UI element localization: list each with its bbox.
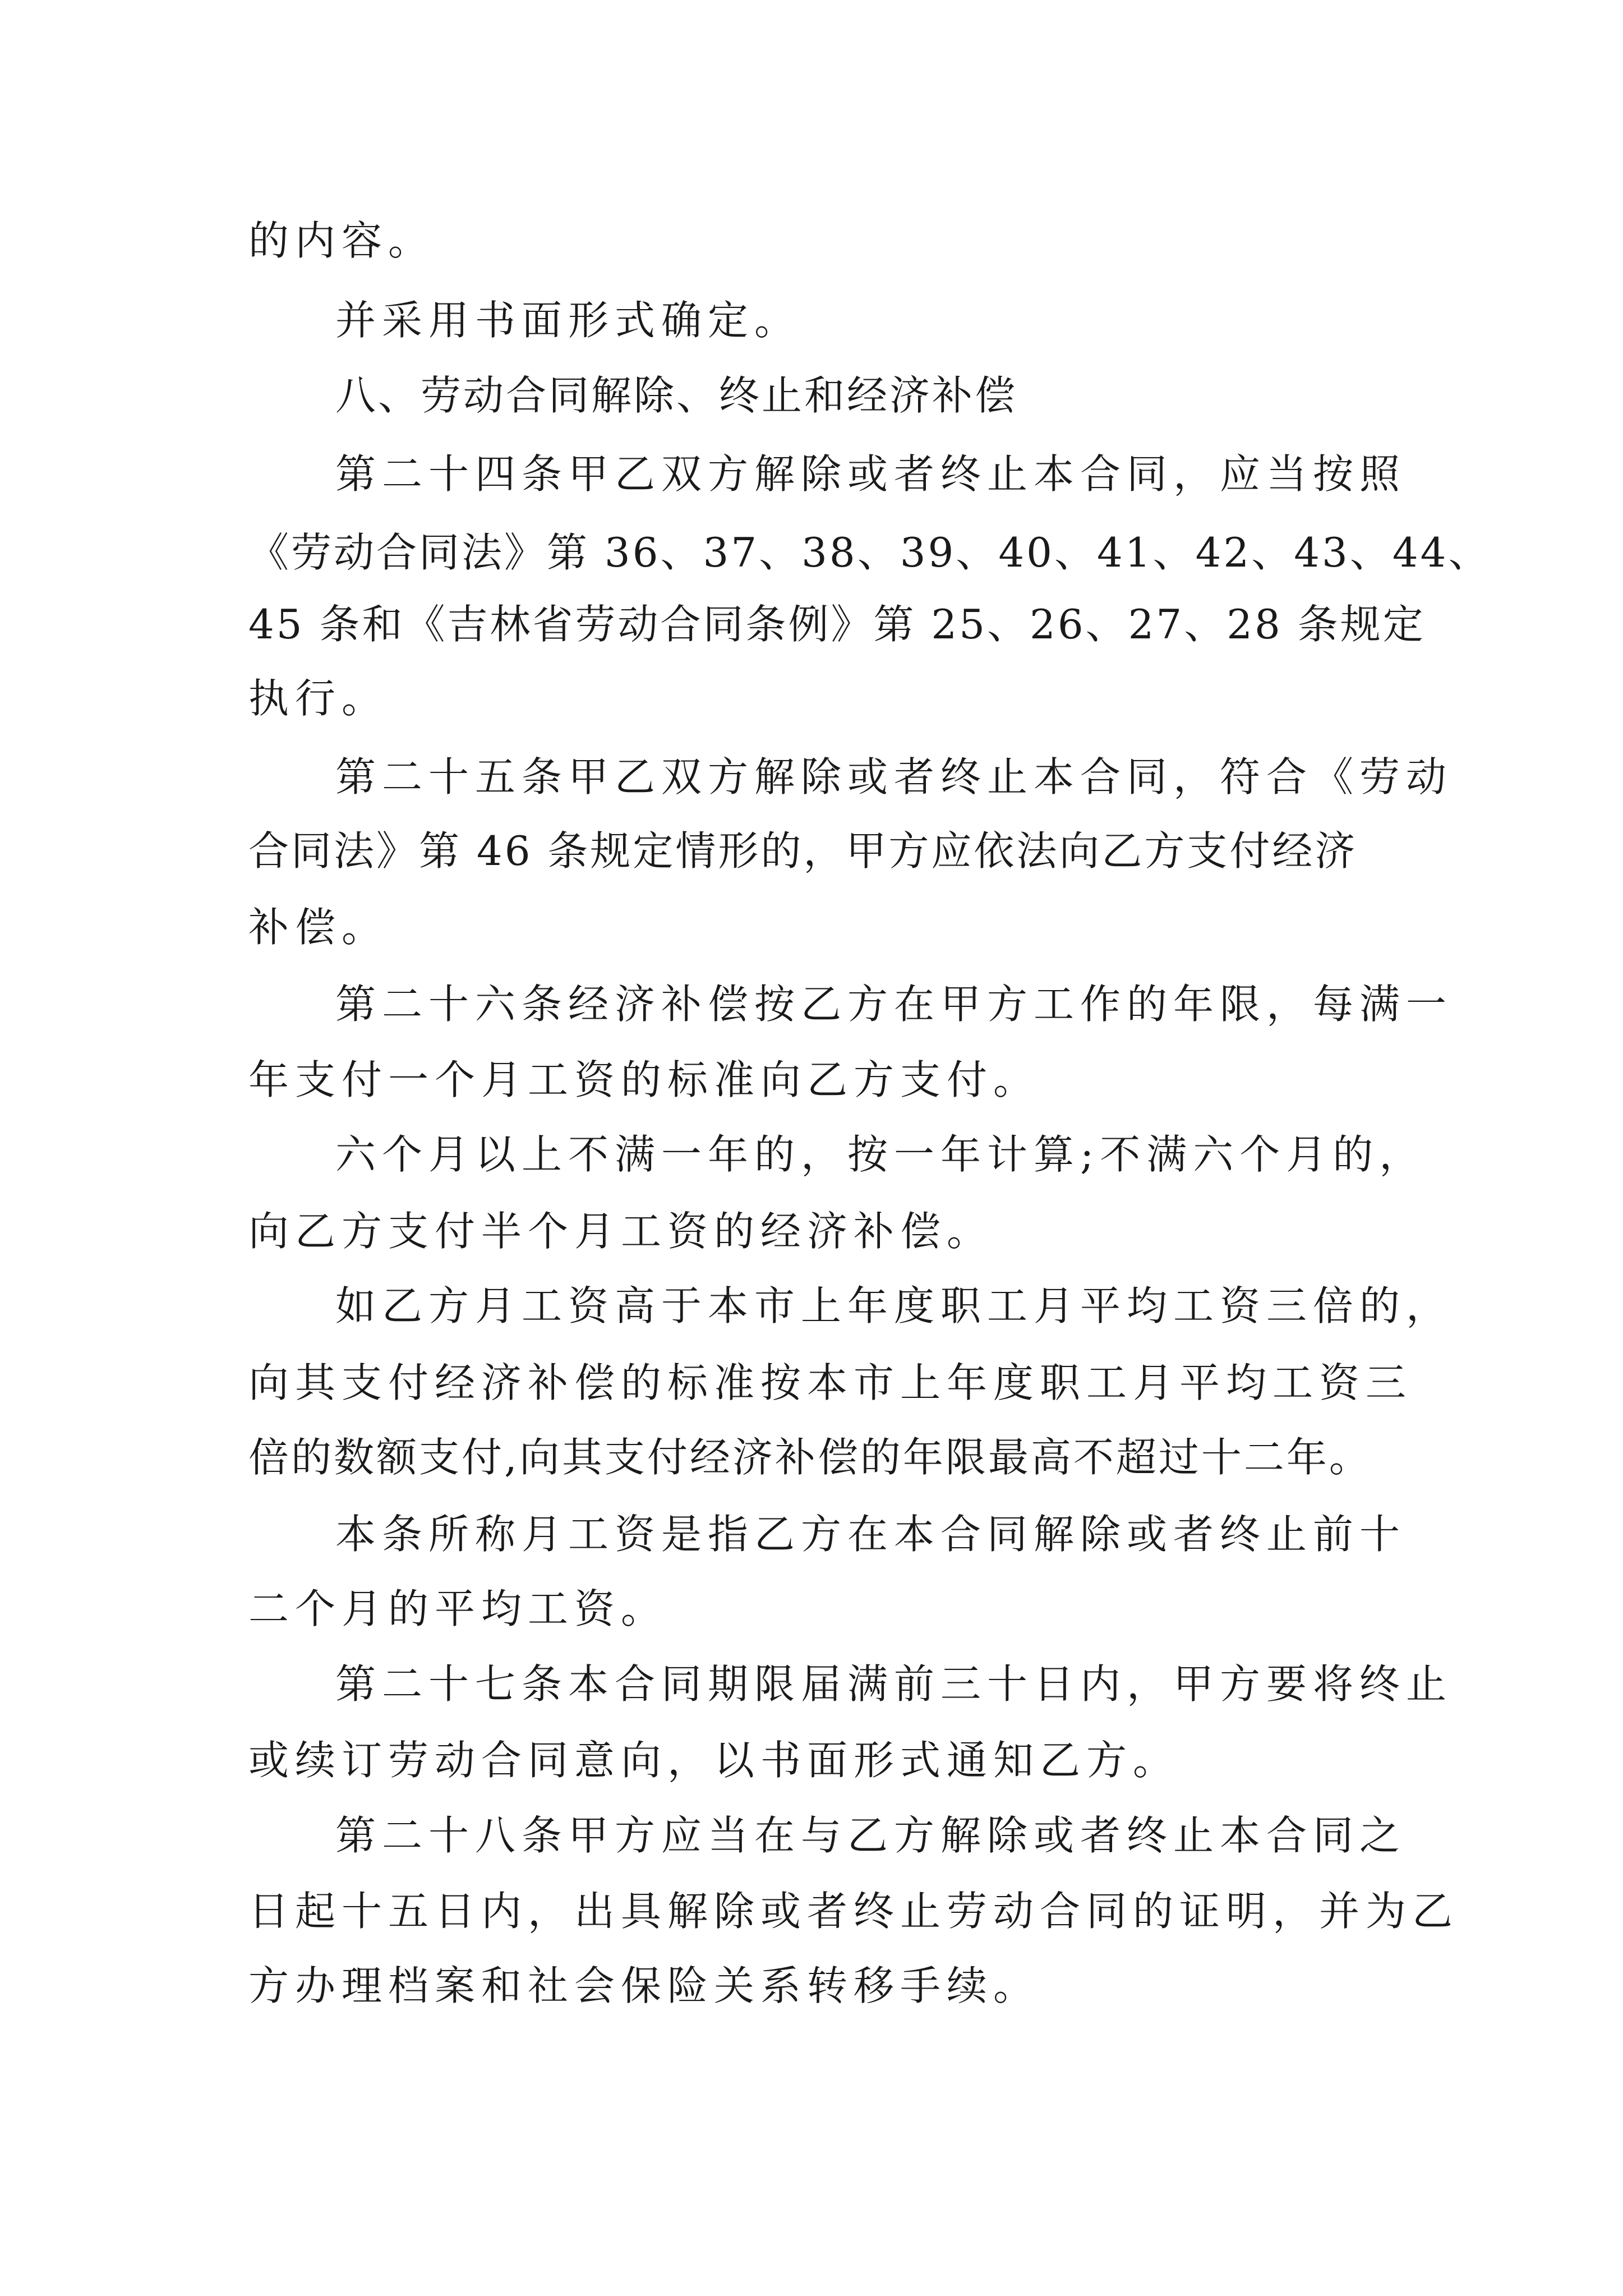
- text-line: 如乙方月工资高于本市上年度职工月平均工资三倍的，: [335, 1282, 1453, 1329]
- text-line: 向其支付经济补偿的标准按本市上年度职工月平均工资三: [248, 1359, 1413, 1406]
- text-line: 第二十七条本合同期限届满前三十日内，甲方要将终止: [335, 1660, 1453, 1708]
- text-line: 倍的数额支付,向其支付经济补偿的年限最高不超过十二年。: [248, 1434, 1372, 1481]
- text-line: 第二十六条经济补偿按乙方在甲方工作的年限，每满一: [335, 981, 1453, 1028]
- text-line: 日起十五日内，出具解除或者终止劳动合同的证明，并为乙: [248, 1888, 1459, 1935]
- text-line: 方办理档案和社会保险关系转移手续。: [248, 1962, 1040, 2009]
- text-line: 二个月的平均工资。: [248, 1585, 668, 1632]
- text-line: 补偿。: [248, 904, 389, 951]
- text-line: 年支付一个月工资的标准向乙方支付。: [248, 1056, 1040, 1103]
- text-line: 《劳动合同法》第 36、37、38、39、40、41、42、43、44、: [248, 529, 1491, 576]
- text-line: 第二十五条甲乙双方解除或者终止本合同，符合《劳动: [335, 753, 1453, 800]
- text-line: 或续订劳动合同意向，以书面形式通知乙方。: [248, 1737, 1180, 1784]
- text-line: 合同法》第 46 条规定情形的，甲方应依法向乙方支付经济: [248, 827, 1358, 875]
- text-line: 向乙方支付半个月工资的经济补偿。: [248, 1208, 994, 1255]
- text-line: 的内容。: [248, 217, 435, 264]
- text-line: 本条所称月工资是指乙方在本合同解除或者终止前十: [335, 1511, 1407, 1558]
- section-heading: 八、劳动合同解除、终止和经济补偿: [335, 372, 1018, 419]
- text-line: 第二十八条甲方应当在与乙方解除或者终止本合同之: [335, 1812, 1407, 1859]
- text-line: 六个月以上不满一年的，按一年计算;不满六个月的，: [335, 1131, 1426, 1178]
- text-line: 45 条和《吉林省劳动合同条例》第 25、26、27、28 条规定: [248, 601, 1426, 648]
- text-line: 执行。: [248, 675, 389, 722]
- text-line: 第二十四条甲乙双方解除或者终止本合同，应当按照: [335, 450, 1407, 498]
- text-line: 并采用书面形式确定。: [335, 297, 801, 344]
